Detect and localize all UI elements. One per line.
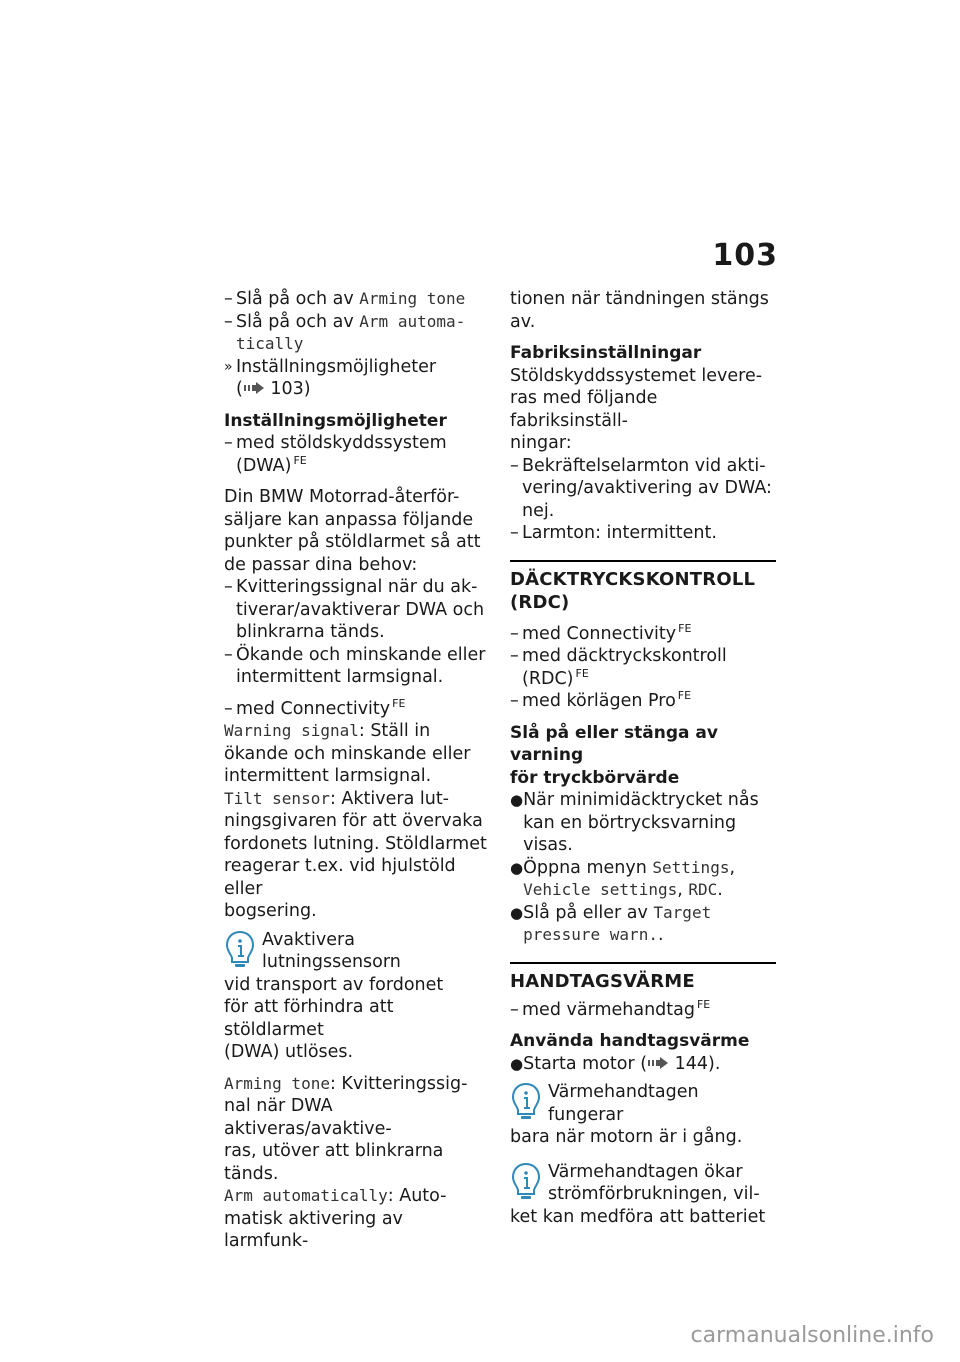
bullet-item: ● Öppna menyn Settings, Vehicle settings, RDC.	[510, 857, 736, 900]
page-number: 103	[712, 238, 778, 273]
arrow-right-icon	[647, 1057, 669, 1069]
right-column	[510, 288, 776, 1228]
info-icon	[510, 1081, 542, 1121]
condition-item: – med däcktryckskontroll (RDC) $^{FE}$	[510, 646, 727, 689]
tilt-sensor-paragraph: Tilt sensor: Aktivera lut- ningsgivaren för att övervaka fordonets lutning. Stöldlarmet reagerar t.ex. vid hjulstöld eller bogsering.	[224, 788, 487, 921]
condition-item: – med Connectivity $^{FE}$	[224, 696, 406, 719]
list-item: – Kvitteringssignal när du ak- tiverar/avaktiverar DWA och blinkrarna tänds.	[224, 577, 485, 642]
left-column	[224, 288, 490, 1253]
intro-text: Din BMW Motorrad-återför- säljare kan anpassa följande punkter på stöldlarmet så att de passar dina behov:	[224, 487, 481, 575]
info-note: Avaktivera lutningssensorn vid transport av fordonet för att förhindra att stöldlarmet (DWA) utlöses.	[224, 929, 444, 1062]
info-note: Värmehandtagen ökar strömförbrukningen, vil- ket kan medföra att batteriet	[510, 1161, 766, 1227]
arm-auto-paragraph: Arm automatically: Auto- matisk aktivering av larmfunk-	[224, 1186, 447, 1251]
section-title-rdc: DÄCKTRYCKSKONTROLL (RDC)	[510, 560, 776, 614]
warning-signal-paragraph: Warning signal: Ställ in ökande och minskande eller intermittent larmsignal.	[224, 721, 471, 786]
bullet-item: ● Slå på eller av Target pressure warn..	[510, 902, 712, 945]
watermark: carmanualsonline.info	[690, 1323, 934, 1348]
bullet-item: ● När minimidäcktrycket nås kan en börtrycksvarning visas.	[510, 790, 759, 855]
list-item: – Ökande och minskande eller intermittent larmsignal.	[224, 644, 486, 687]
list-item: – Larmton: intermittent.	[510, 523, 717, 543]
arrow-right-icon	[243, 382, 265, 394]
condition-item: – med körlägen Pro $^{FE}$	[510, 689, 692, 711]
settings-link[interactable]: » Inställningsmöjligheter ( 103)	[224, 356, 437, 399]
list-item: – Slå på och av Arming tone	[224, 289, 466, 309]
list-item: – Slå på och av Arm automa- tically	[224, 311, 466, 353]
section-heading: Slå på eller stänga av varning för tryckbörvärde	[510, 722, 718, 788]
bullet-item[interactable]: ● Starta motor ( 144).	[510, 1053, 721, 1074]
section-heading: Använda handtagsvärme	[510, 1031, 750, 1051]
info-icon	[224, 929, 256, 969]
condition-item: – med värmehandtag $^{FE}$	[510, 997, 711, 1020]
section-heading: Fabriksinställningar	[510, 343, 702, 363]
info-icon	[510, 1161, 542, 1201]
info-note: Värmehandtagen fungerar bara när motorn är i gång.	[510, 1082, 743, 1147]
code-text: Arming tone	[359, 289, 466, 308]
factory-text: Stöldskyddssystemet levere- ras med följande fabriksinställ- ningar:	[510, 365, 763, 453]
section-heading: Inställningsmöjligheter	[224, 410, 447, 431]
code-text: Arm automa-	[359, 311, 466, 331]
condition-item: – med Connectivity $^{FE}$	[510, 621, 692, 644]
continued-text: tionen när tändningen stängs av.	[510, 289, 769, 332]
list-item: – Bekräftelselarmton vid akti- vering/avaktivering av DWA: nej.	[510, 455, 772, 521]
condition-item: – med stöldskyddssystem (DWA) $^{FE}$	[224, 433, 447, 476]
section-title-grip-heating: HANDTAGSVÄRME	[510, 962, 776, 993]
arming-tone-paragraph: Arming tone: Kvitteringssig- nal när DWA aktiveras/avaktive- ras, utöver att blinkrarna tänds.	[224, 1073, 468, 1184]
